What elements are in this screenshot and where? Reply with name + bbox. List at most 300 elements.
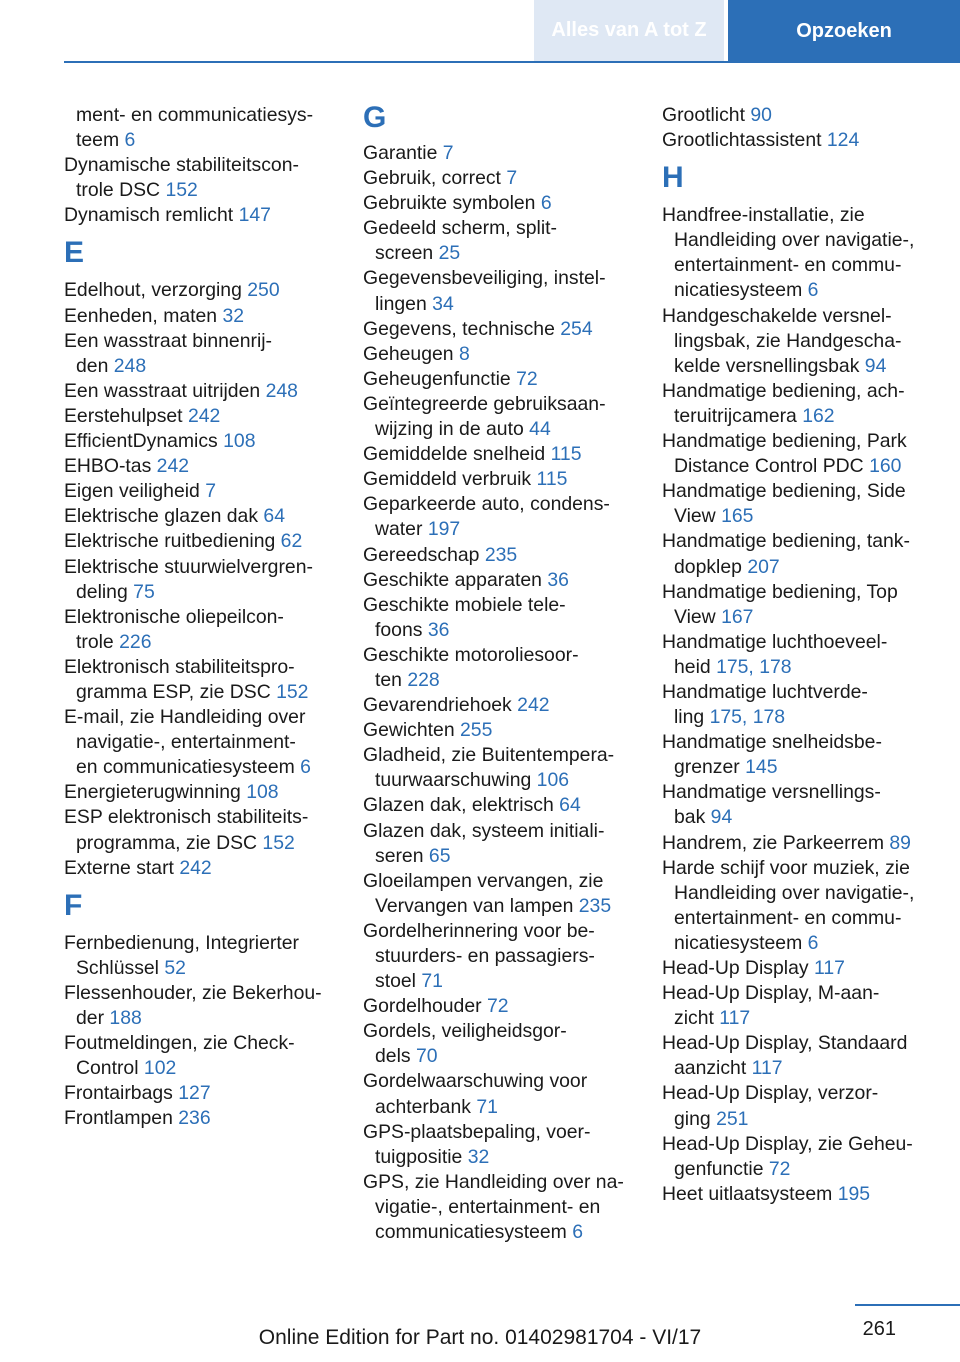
page-reference-link[interactable]: 165 — [721, 505, 754, 528]
index-entry-text: navigatie-, entertainment- — [76, 731, 296, 754]
index-entry-text: Gordels, veiligheidsgor- — [363, 1020, 567, 1043]
index-entry — [363, 292, 638, 317]
index-entry — [64, 1056, 339, 1081]
page-reference-link[interactable]: 127 — [178, 1082, 211, 1105]
index-entry-text: teem — [76, 129, 120, 152]
index-entry-text: communicatiesysteem — [375, 1221, 567, 1244]
page-reference-link[interactable]: 175, 178 — [716, 655, 792, 678]
index-entry — [662, 379, 932, 404]
index-entry-text: Elektrische stuurwielvergren- — [64, 555, 313, 578]
index-entry-text: Grootlichtassistent — [662, 129, 822, 152]
index-entry — [662, 956, 932, 981]
index-entry-text: Head-Up Display, M-aan- — [662, 982, 880, 1005]
index-entry-text: Dynamisch remlicht — [64, 204, 234, 227]
index-entry — [662, 228, 932, 253]
index-letter-heading: H — [662, 161, 684, 195]
page-reference-link[interactable]: 72 — [768, 1157, 791, 1180]
index-entry — [64, 404, 339, 429]
page-reference-link[interactable]: 71 — [421, 970, 443, 993]
index-entry — [64, 354, 339, 379]
index-entry-text: Gebruikte symbolen — [363, 192, 536, 215]
index-entry — [662, 605, 932, 630]
index-entry-text: aanzicht — [674, 1057, 747, 1080]
page-reference-link[interactable]: 175, 178 — [709, 706, 786, 729]
page-reference-link[interactable]: 6 — [572, 1221, 584, 1244]
page-reference-link[interactable]: 235 — [484, 543, 518, 566]
page-reference-link[interactable]: 70 — [415, 1045, 438, 1068]
index-entry — [363, 969, 638, 994]
index-entry — [64, 856, 339, 881]
index-entry-text: Fernbedienung, Integrierter — [64, 931, 299, 954]
index-entry — [662, 354, 932, 379]
index-entry — [662, 580, 932, 605]
index-entry-text: achterbank — [375, 1095, 471, 1118]
index-entry-text: Distance Control PDC — [674, 455, 864, 478]
index-entry-text: Control — [76, 1057, 139, 1080]
index-entry-text: Handrem, zie Parkeerrem — [662, 831, 884, 854]
index-entry-text: Gemiddeld verbruik — [363, 468, 532, 491]
index-entry — [662, 1132, 932, 1157]
page-reference-link[interactable]: 7 — [205, 480, 217, 503]
index-entry — [64, 153, 339, 178]
page-reference-link[interactable]: 251 — [716, 1107, 749, 1130]
index-entry — [662, 529, 932, 554]
index-entry — [363, 1145, 638, 1170]
page-reference-link[interactable]: 32 — [467, 1145, 490, 1168]
page-reference-link[interactable]: 36 — [547, 568, 569, 591]
index-entry — [662, 630, 932, 655]
index-entry — [363, 894, 638, 919]
index-entry — [363, 442, 638, 467]
index-entry-text: wijzing in de auto — [375, 418, 524, 441]
index-entry-text: Handleiding over navigatie-, — [674, 881, 915, 904]
index-entry-text: Gedeeld scherm, split- — [363, 217, 557, 240]
index-entry-text: Gordelwaarschuwing voor — [363, 1070, 588, 1093]
index-entry-text: Eerstehulpset — [64, 404, 183, 427]
index-entry-text: Head-Up Display, verzor- — [662, 1082, 879, 1105]
page-reference-link[interactable]: 25 — [438, 242, 461, 265]
chapter-tab: Opzoeken — [728, 0, 960, 62]
index-letter-heading: E — [64, 236, 85, 270]
header-rule — [64, 61, 960, 63]
page-reference-link[interactable]: 160 — [869, 455, 902, 478]
index-entry — [662, 1157, 932, 1182]
edition-note: Online Edition for Part no. 01402981704 - VI/17 — [258, 1326, 702, 1349]
page-reference-link[interactable]: 62 — [280, 530, 303, 553]
index-entry-text: lingsbak, zie Handgescha- — [674, 329, 902, 352]
index-entry — [363, 593, 638, 618]
page-reference-link[interactable]: 6 — [124, 129, 136, 152]
index-entry-text: ten — [375, 668, 402, 691]
index-entry — [363, 668, 638, 693]
page-reference-link[interactable]: 124 — [826, 129, 860, 152]
index-entry-text: genfunctie — [674, 1157, 764, 1180]
index-entry — [662, 278, 932, 303]
index-entry-text: Handgeschakelde versnel- — [662, 304, 892, 327]
page-reference-link[interactable]: 235 — [578, 894, 612, 917]
index-entry — [662, 931, 932, 956]
index-entry-text: zicht — [674, 1007, 714, 1030]
index-entry — [662, 655, 932, 680]
index-entry-text: Een wasstraat binnenrij- — [64, 329, 273, 352]
page-reference-link[interactable]: 64 — [263, 505, 285, 528]
index-entry — [363, 844, 638, 869]
index-entry-text: Elektrische glazen dak — [64, 505, 259, 528]
index-entry — [64, 178, 339, 203]
index-entry — [662, 981, 932, 1006]
index-entry — [363, 768, 638, 793]
index-entry-text: View — [674, 605, 716, 628]
page-reference-link[interactable]: 162 — [802, 404, 835, 427]
index-entry-text: Handmatige bediening, Side — [662, 480, 906, 503]
index-entry-text: Handmatige bediening, Top — [662, 580, 898, 603]
index-entry — [64, 780, 339, 805]
page-reference-link[interactable]: 242 — [187, 404, 221, 427]
index-entry — [363, 266, 638, 291]
index-entry-text: tuurwaarschuwing — [375, 769, 532, 792]
index-entry-text: deling — [76, 580, 128, 603]
index-entry-text: stuurders- en passagiers- — [375, 945, 595, 967]
page-reference-link[interactable]: 248 — [265, 379, 298, 402]
index-entry — [363, 1120, 638, 1145]
index-entry — [64, 454, 339, 479]
page-reference-link[interactable]: 248 — [113, 354, 147, 377]
index-entry-text: Gordelherinnering voor be- — [363, 919, 595, 942]
page-reference-link[interactable]: 65 — [428, 844, 451, 867]
index-entry — [64, 504, 339, 529]
page-reference-link[interactable]: 255 — [460, 719, 493, 742]
page-reference-link[interactable]: 117 — [813, 957, 845, 979]
index-entry — [363, 392, 638, 417]
page-reference-link[interactable]: 152 — [276, 680, 309, 703]
index-entry-text: Geïntegreerde gebruiksaan- — [363, 392, 606, 415]
index-entry-text: Handfree-installatie, zie — [662, 204, 865, 227]
index-entry-text: Garantie — [363, 142, 438, 164]
page-reference-link[interactable]: 8 — [458, 342, 470, 365]
index-entry — [64, 1031, 339, 1056]
page-reference-link[interactable]: 94 — [864, 354, 887, 377]
index-entry-text: Head-Up Display — [662, 957, 809, 979]
index-entry-text: Geschikte apparaten — [363, 568, 542, 591]
index-entry-text: Frontairbags — [64, 1082, 173, 1105]
index-entry-text: Eigen veiligheid — [64, 480, 200, 503]
index-entry-text: bak — [674, 806, 706, 829]
page-reference-link[interactable]: 94 — [710, 806, 733, 829]
index-entry — [662, 454, 932, 479]
index-entry-text: screen — [375, 242, 434, 265]
index-entry-text: Elektronisch stabiliteitspro- — [64, 655, 295, 678]
index-entry-text: grenzer — [674, 756, 740, 779]
footer-rule — [855, 1304, 960, 1306]
page-reference-link[interactable]: 7 — [506, 167, 518, 190]
index-entry-text: Vervangen van lampen — [375, 894, 574, 917]
page-reference-link[interactable]: 117 — [751, 1057, 783, 1080]
index-entry — [64, 931, 339, 956]
page-reference-link[interactable]: 167 — [721, 605, 754, 628]
index-entry — [64, 630, 339, 655]
index-entry — [363, 919, 638, 944]
index-entry-text: Gemiddelde snelheid — [363, 443, 546, 466]
page-reference-link[interactable]: 115 — [550, 443, 582, 466]
index-entry-text: Head-Up Display, Standaard — [662, 1032, 908, 1055]
index-entry — [363, 517, 638, 542]
index-entry — [363, 793, 638, 818]
index-column-3 — [662, 103, 932, 1207]
index-entry-text: foons — [375, 618, 423, 641]
index-entry — [363, 693, 638, 718]
page-reference-link[interactable]: 32 — [222, 304, 245, 327]
index-entry-text: ment- en communicatiesys- — [76, 104, 314, 126]
index-entry-text: Head-Up Display, zie Geheu- — [662, 1132, 913, 1155]
page-reference-link[interactable]: 117 — [719, 1007, 751, 1030]
index-entry-text: Schlüssel — [76, 956, 159, 979]
index-entry — [363, 216, 638, 241]
index-entry — [662, 479, 932, 504]
index-entry-text: nicatiesysteem — [674, 931, 803, 954]
page-reference-link[interactable]: 64 — [559, 794, 581, 817]
index-entry-text: View — [674, 505, 716, 528]
index-entry-text: nicatiesysteem — [674, 279, 803, 302]
index-entry — [662, 1182, 932, 1207]
index-entry — [662, 329, 932, 354]
page-reference-link[interactable]: 108 — [223, 430, 256, 453]
index-entry — [64, 755, 339, 780]
page-reference-link[interactable]: 242 — [156, 455, 190, 478]
index-entry-text: Handmatige luchtverde- — [662, 680, 868, 703]
index-entry — [64, 580, 339, 605]
index-entry — [662, 1081, 932, 1106]
index-entry-text: Gegevensbeveiliging, instel- — [363, 267, 606, 290]
index-entry — [662, 429, 932, 454]
index-entry-text: lingen — [375, 292, 427, 315]
index-entry-text: Gladheid, zie Buitentempera- — [363, 744, 615, 767]
page-reference-link[interactable]: 44 — [529, 418, 551, 441]
index-entry — [662, 1056, 932, 1081]
index-entry — [363, 1220, 638, 1245]
index-entry-text: E-mail, zie Handleiding over — [64, 706, 306, 729]
page-reference-link[interactable]: 197 — [427, 518, 461, 541]
index-entry-text: en communicatiesysteem — [76, 756, 295, 779]
index-entry — [363, 643, 638, 668]
page-reference-link[interactable]: 6 — [300, 756, 311, 779]
index-entry — [363, 1069, 638, 1094]
index-entry — [363, 1195, 638, 1220]
page-reference-link[interactable]: 115 — [536, 468, 568, 491]
index-entry — [363, 467, 638, 492]
index-entry — [64, 956, 339, 981]
index-entry — [64, 831, 339, 856]
index-entry-text: EHBO-tas — [64, 455, 152, 478]
index-column-2 — [363, 103, 638, 1245]
page-reference-link[interactable]: 52 — [164, 956, 186, 979]
index-entry-text: Externe start — [64, 856, 174, 879]
index-entry-text: GPS, zie Handleiding over na- — [363, 1170, 624, 1193]
page-reference-link[interactable]: 72 — [516, 367, 538, 390]
page-reference-link[interactable]: 6 — [807, 279, 819, 302]
index-entry-text: seren — [375, 844, 424, 867]
index-entry-text: trole DSC — [76, 179, 161, 202]
index-entry — [64, 805, 339, 830]
index-entry — [363, 819, 638, 844]
page-reference-link[interactable]: 71 — [476, 1095, 498, 1118]
index-entry-text: vigatie-, entertainment- en — [375, 1195, 601, 1218]
index-entry — [64, 128, 339, 153]
index-entry — [64, 1006, 339, 1031]
index-entry-text: Edelhout, verzorging — [64, 279, 242, 302]
index-entry-text: den — [76, 354, 109, 377]
page-reference-link[interactable]: 89 — [889, 831, 911, 854]
page-reference-link[interactable]: 254 — [560, 317, 593, 340]
page-number: 261 — [862, 1318, 896, 1340]
page-reference-link[interactable]: 152 — [262, 831, 295, 854]
index-letter-heading: F — [64, 888, 83, 922]
index-entry — [662, 1031, 932, 1056]
index-entry-text: kelde versnellingsbak — [674, 354, 860, 377]
page-reference-link[interactable]: 106 — [536, 769, 570, 792]
index-entry-text: Geheugenfunctie — [363, 367, 511, 390]
index-entry — [64, 379, 339, 404]
index-entry-text: Gebruik, correct — [363, 167, 501, 190]
page-reference-link[interactable]: 236 — [178, 1107, 211, 1130]
index-entry — [64, 705, 339, 730]
index-entry — [64, 103, 339, 128]
index-entry-text: programma, zie DSC — [76, 831, 258, 854]
index-entry — [662, 253, 932, 278]
page-reference-link[interactable]: 195 — [837, 1182, 871, 1205]
index-entry-text: Grootlicht — [662, 104, 745, 126]
index-entry-text: GPS-plaatsbepaling, voer- — [363, 1120, 591, 1143]
index-entry — [662, 304, 932, 329]
index-entry-text: teruitrijcamera — [674, 404, 797, 427]
index-entry — [64, 329, 339, 354]
index-entry — [662, 1107, 932, 1132]
index-entry — [662, 680, 932, 705]
index-entry-text: Geschikte mobiele tele- — [363, 593, 566, 616]
index-entry — [662, 780, 932, 805]
index-entry — [64, 655, 339, 680]
index-entry — [363, 166, 638, 191]
index-entry-text: gramma ESP, zie DSC — [76, 680, 271, 703]
index-entry — [64, 1081, 339, 1106]
index-entry-text: dopklep — [674, 555, 742, 578]
index-entry-text: Gloeilampen vervangen, zie — [363, 869, 604, 892]
index-entry — [363, 1095, 638, 1120]
index-entry — [363, 141, 638, 166]
index-entry-text: Gevarendriehoek — [363, 694, 512, 717]
page-reference-link[interactable]: 102 — [143, 1057, 177, 1080]
page-reference-link[interactable]: 147 — [238, 204, 271, 227]
index-entry-text: Eenheden, maten — [64, 304, 218, 327]
index-entry-text: Handleiding over navigatie-, — [674, 229, 915, 252]
index-entry — [363, 1170, 638, 1195]
page-reference-link[interactable]: 250 — [247, 279, 280, 302]
index-entry — [64, 304, 339, 329]
page-reference-link[interactable]: 242 — [517, 694, 550, 717]
page-reference-link[interactable]: 242 — [179, 856, 212, 879]
index-entry-text: trole — [76, 630, 114, 653]
section-title: Alles van A tot Z — [534, 0, 724, 61]
index-entry — [64, 981, 339, 1006]
index-entry — [363, 543, 638, 568]
page-reference-link[interactable]: 152 — [165, 179, 198, 202]
index-entry-text: ging — [674, 1107, 711, 1130]
index-entry — [662, 504, 932, 529]
index-entry-text: Handmatige luchthoeveel- — [662, 630, 888, 653]
page-reference-link[interactable]: 90 — [750, 104, 772, 126]
index-entry — [662, 103, 932, 128]
index-entry-text: Handmatige snelheidsbe- — [662, 731, 882, 754]
index-entry — [662, 906, 932, 931]
index-entry — [363, 492, 638, 517]
index-entry — [363, 342, 638, 367]
page-reference-link[interactable]: 228 — [407, 668, 440, 691]
index-entry — [64, 730, 339, 755]
page-reference-link[interactable]: 226 — [119, 630, 152, 653]
index-entry-text: Energieterugwinning — [64, 781, 241, 804]
index-entry — [64, 203, 339, 228]
page-header — [0, 0, 960, 62]
index-entry-text: tuigpositie — [375, 1145, 463, 1168]
index-entry-text: Handmatige bediening, ach- — [662, 379, 905, 402]
index-entry — [363, 1044, 638, 1069]
index-entry-text: EfficientDynamics — [64, 430, 218, 453]
index-entry — [64, 680, 339, 705]
index-entry — [64, 1106, 339, 1131]
index-entry — [662, 203, 932, 228]
index-entry — [363, 869, 638, 894]
index-entry-text: Glazen dak, elektrisch — [363, 794, 554, 817]
page-reference-link[interactable]: 7 — [442, 142, 454, 164]
index-entry-text: Foutmeldingen, zie Check- — [64, 1032, 295, 1055]
page-reference-link[interactable]: 6 — [540, 192, 552, 215]
page-reference-link[interactable]: 145 — [745, 756, 778, 779]
page-reference-link[interactable]: 6 — [807, 931, 819, 954]
page-reference-link[interactable]: 36 — [427, 618, 450, 641]
index-entry — [662, 404, 932, 429]
index-entry — [662, 128, 932, 153]
index-entry-text: ling — [674, 706, 705, 729]
page-reference-link[interactable]: 207 — [747, 555, 780, 578]
index-entry-text: Geparkeerde auto, condens- — [363, 493, 610, 516]
page-reference-link[interactable]: 34 — [432, 292, 454, 315]
index-entry — [662, 730, 932, 755]
index-entry — [363, 944, 638, 969]
index-entry-text: Handmatige bediening, tank- — [662, 530, 910, 553]
index-entry — [363, 317, 638, 342]
index-entry-text: ESP elektronisch stabiliteits- — [64, 806, 309, 829]
index-entry — [363, 367, 638, 392]
page-reference-link[interactable]: 188 — [109, 1007, 142, 1029]
page-reference-link[interactable]: 72 — [486, 995, 509, 1018]
index-entry-text: heid — [674, 655, 711, 678]
index-entry-text: entertainment- en commu- — [674, 906, 902, 929]
index-entry — [662, 705, 932, 730]
index-entry-text: Elektronische oliepeilcon- — [64, 605, 284, 628]
index-entry-text: Dynamische stabiliteitscon- — [64, 154, 299, 177]
index-entry — [662, 805, 932, 830]
index-entry-text: water — [375, 518, 423, 541]
index-entry — [363, 417, 638, 442]
index-entry — [64, 555, 339, 580]
index-entry — [363, 994, 638, 1019]
index-entry — [662, 881, 932, 906]
index-entry-text: Gereedschap — [363, 543, 480, 566]
page-reference-link[interactable]: 75 — [133, 580, 155, 603]
index-entry-text: Glazen dak, systeem initiali- — [363, 819, 605, 842]
index-entry-text: Harde schijf voor muziek, zie — [662, 856, 910, 879]
page-reference-link[interactable]: 108 — [246, 781, 279, 804]
index-entry-text: entertainment- en commu- — [674, 254, 902, 277]
